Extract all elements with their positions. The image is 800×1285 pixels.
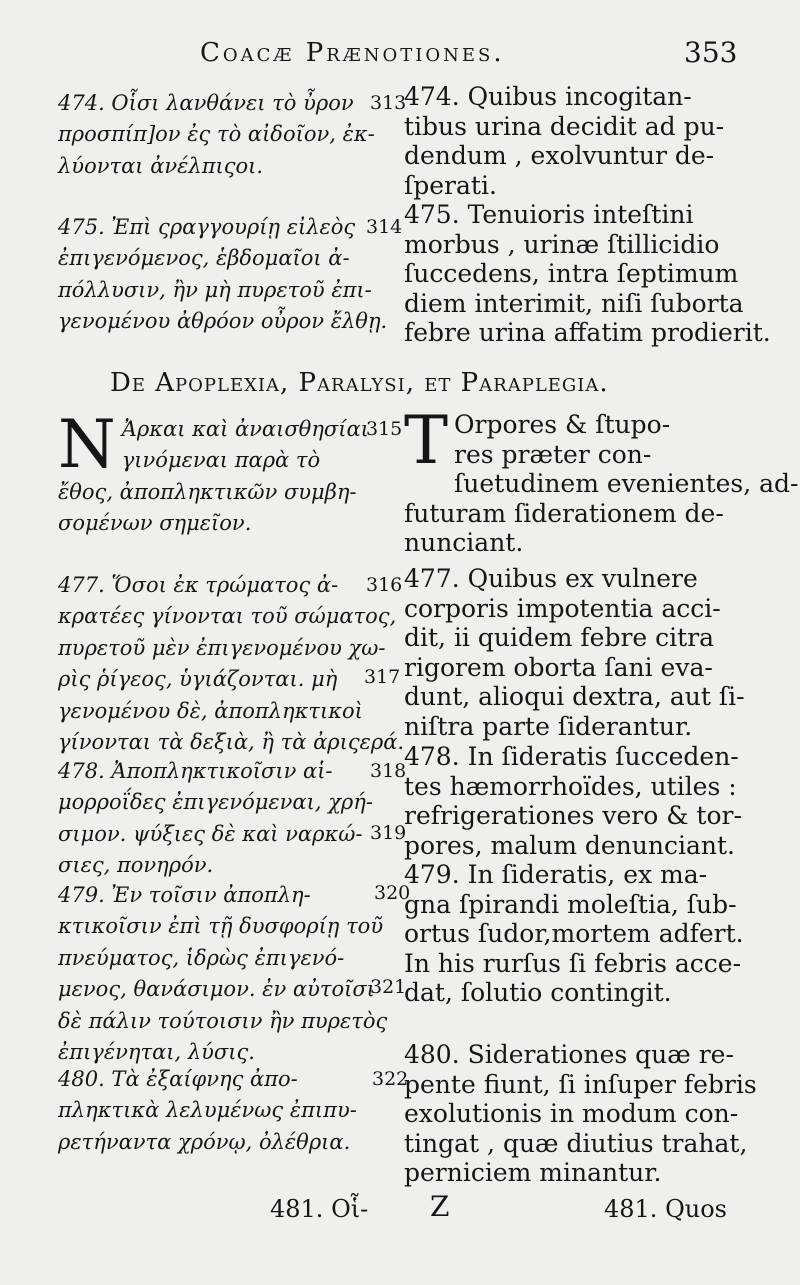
text-line: exolutionis in modum con- xyxy=(404,1099,739,1128)
text-line: ἔθος, ἀποπληκτικῶν συμβη- xyxy=(58,479,357,504)
text-line: dat, ſolutio contingit. xyxy=(404,978,672,1007)
text-line: προσπίπ]ον ἐς τὸ αἰδοῖον, ἐκ- xyxy=(58,122,375,147)
text-line: δὲ πάλιν τούτοισιν ἢν πυρετὸς xyxy=(58,1008,388,1033)
margin-number: 318 xyxy=(370,760,407,782)
margin-number: 315 xyxy=(366,418,403,440)
margin-number: 313 xyxy=(370,92,407,114)
drop-cap: N xyxy=(58,406,116,483)
margin-number: 322 xyxy=(372,1068,409,1090)
text-line: 475. Ἐπὶ ςραγγουρίῃ εἰλεὸς xyxy=(58,215,356,239)
latin-entry xyxy=(404,742,742,860)
text-line: 479. In ſideratis, ex ma- xyxy=(404,860,708,889)
text-line: nunciant. xyxy=(404,528,524,557)
text-line: 477. Ὅσοι ἐκ τρώματος ἀ- xyxy=(58,573,339,597)
greek-entry xyxy=(58,88,408,182)
section-heading: De Apoplexia, Paralysi, et Paraplegia. xyxy=(110,368,609,398)
text-line: πυρετοῦ μὲν ἐπιγενομένου χω- xyxy=(58,635,386,660)
latin-catchword: 481. Quos xyxy=(604,1195,727,1223)
text-line: pores, malum denunciant. xyxy=(404,830,735,860)
text-line: Ἀρκαι καὶ ἀναισθησίαι xyxy=(121,417,369,441)
margin-number: 314 xyxy=(366,216,403,238)
text-line: 480. Siderationes quæ re- xyxy=(404,1040,734,1069)
text-line: ortus ſudor,mortem adfert. xyxy=(404,919,744,948)
text-line: κρατέες γίνονται τοῦ σώματος, xyxy=(58,604,397,629)
text-line: ſuccedens, intra ſeptimum xyxy=(404,259,739,288)
text-line: κτικοῖσιν ἐπὶ τῇ δυσφορίῃ τοῦ xyxy=(58,914,384,939)
margin-number: 317 xyxy=(364,666,401,688)
text-line: 480. Τὰ ἐξαίφνης ἀπο- xyxy=(58,1067,298,1091)
greek-entry xyxy=(58,756,408,882)
text-line: 474. Quibus incogitan- xyxy=(404,82,692,111)
text-line: 477. Quibus ex vulnere xyxy=(404,564,698,593)
drop-cap: T xyxy=(404,402,449,479)
text-line: σιμον. ψύξιες δὲ καὶ ναρκώ- xyxy=(58,821,363,846)
text-line: tes hæmorrhoïdes, utiles : xyxy=(404,771,737,801)
text-line: λύονται ἀνέλπιςοι. xyxy=(58,153,264,178)
text-line: In his rurſus ſi febris acce- xyxy=(404,948,742,978)
running-title: Coacæ Prænotiones. xyxy=(200,38,505,68)
text-line: refrigerationes vero & tor- xyxy=(404,801,742,830)
greek-catchword: 481. Οἷ- xyxy=(270,1195,369,1223)
text-line: 475. Tenuioris inteſtini xyxy=(404,200,694,229)
text-line: gna ſpirandi moleſtia, ſub- xyxy=(404,889,737,919)
text-line: pente fiunt, ſi inſuper febris xyxy=(404,1069,757,1099)
margin-number: 319 xyxy=(370,822,407,844)
text-line: γινόμεναι παρὰ τὸ xyxy=(121,448,321,473)
page-number: 353 xyxy=(684,36,738,69)
text-line: corporis impotentia acci- xyxy=(404,593,721,623)
text-line: rigorem oborta ſani eva- xyxy=(404,652,713,682)
text-line: ρὶς ῥίγεος, ὑγιάζονται. μὴ xyxy=(58,667,338,692)
text-line: ſuetudinem evenientes, ad- xyxy=(454,469,799,498)
text-line: 479. Ἐν τοῖσιν ἀποπλη- xyxy=(58,883,311,907)
text-line: Orpores & ſtupo- xyxy=(454,410,671,439)
text-line: πόλλυσιν, ἢν μὴ πυρετοῦ ἐπι- xyxy=(58,277,372,302)
text-line: γενομένου δὲ, ἀποπληκτικοὶ xyxy=(58,698,363,723)
text-line: πληκτικὰ λελυμένως ἐπιπυ- xyxy=(58,1098,357,1123)
text-line: ρετήναντα χρόνῳ, ὀλέθρια. xyxy=(58,1129,351,1154)
greek-entry xyxy=(58,570,408,758)
page-header xyxy=(0,30,800,80)
text-line: niſtra parte ſiderantur. xyxy=(404,711,693,741)
latin-entry xyxy=(404,860,742,1008)
text-line: ἐπιγενόμενος, ἑβδομαῖοι ἀ- xyxy=(58,246,350,271)
latin-entry xyxy=(404,82,742,200)
text-line: ſperati. xyxy=(404,170,497,200)
text-line: febre urina affatim prodierit. xyxy=(404,318,771,347)
text-line: dunt, alioqui dextra, aut ſi- xyxy=(404,682,745,711)
text-line: 478. Ἀποπληκτικοῖσιν αἱ- xyxy=(58,759,333,783)
text-line: diem interimit, niſi ſuborta xyxy=(404,288,744,318)
margin-number: 320 xyxy=(374,882,411,904)
latin-entry xyxy=(404,1040,757,1188)
text-line: tibus urina decidit ad pu- xyxy=(404,111,725,141)
text-line: perniciem minantur. xyxy=(404,1158,662,1187)
text-line: futuram ſiderationem de- xyxy=(404,498,724,528)
text-line: γενομένου ἀθρόον οὖρον ἔλθῃ. xyxy=(58,309,388,334)
text-line: morbus , urinæ ſtillicidio xyxy=(404,229,720,259)
margin-number: 316 xyxy=(366,574,403,596)
greek-entry xyxy=(58,406,408,540)
latin-entry xyxy=(404,564,745,741)
text-line: dit, ii quidem febre citra xyxy=(404,623,715,652)
latin-entry xyxy=(404,402,799,558)
margin-number: 321 xyxy=(370,976,407,998)
text-line: res præter con- xyxy=(454,439,652,469)
signature-mark: Z xyxy=(430,1190,450,1223)
text-line: μενος, θανάσιμον. ἐν αὐτοῖσι xyxy=(58,977,375,1002)
latin-entry xyxy=(404,200,771,348)
text-line: 474. Οἷσι λανθάνει τὸ ὖρον xyxy=(58,91,354,115)
text-line: σομένων σημεῖον. xyxy=(58,511,252,536)
greek-entry xyxy=(58,880,411,1068)
text-line: 478. In ſideratis ſucceden- xyxy=(404,742,739,771)
text-line: tingat , quæ diutius trahat, xyxy=(404,1128,748,1158)
text-line: dendum , exolvuntur de- xyxy=(404,141,715,170)
greek-entry xyxy=(58,1064,408,1158)
text-line: σιες, πονηρόν. xyxy=(58,853,214,878)
text-line: μορροΐδες ἐπιγενόμεναι, χρή- xyxy=(58,790,373,815)
text-line: ἐπιγένηται, λύσις. xyxy=(58,1040,255,1065)
text-line: γίνονται τὰ δεξιὰ, ἢ τὰ ἀριςερά. xyxy=(58,730,405,755)
greek-entry xyxy=(58,212,408,338)
text-line: πνεύματος, ἱδρὼς ἐπιγενό- xyxy=(58,945,345,970)
